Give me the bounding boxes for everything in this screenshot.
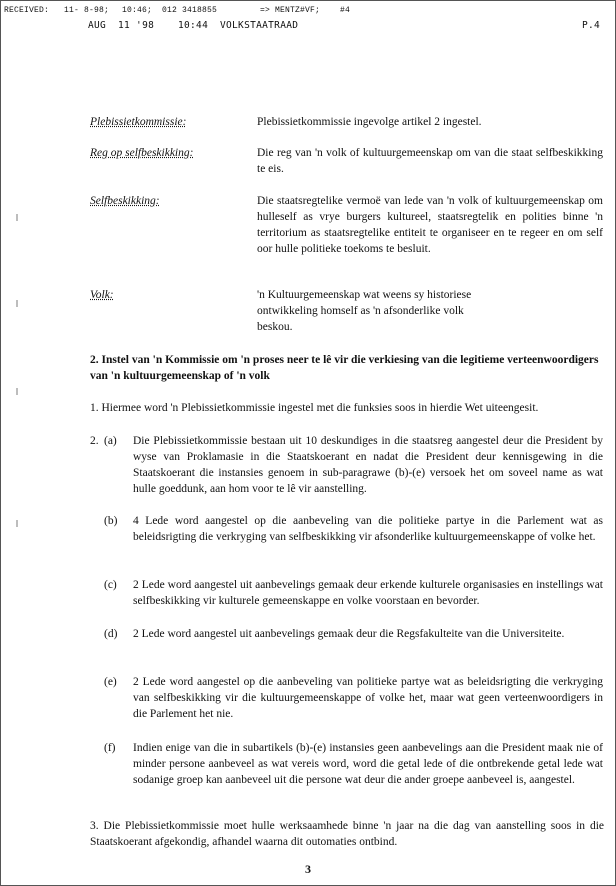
- subitem-label: (e): [104, 676, 117, 688]
- fax-sender: => MENTZ#VF;: [260, 6, 321, 15]
- subitem-label: (b): [104, 515, 118, 527]
- fax-time: 10:46;: [122, 6, 153, 15]
- section-heading: 2. Instel van 'n Kommissie om 'n proses neer te lê vir die verkiesing van die legitieme verteenwoordigers van 'n kultuurgemeenskap of 'n volk: [90, 354, 599, 382]
- header-month: AUG: [88, 20, 107, 31]
- header-page: P.4: [582, 20, 601, 31]
- subitem-label: (d): [104, 628, 118, 640]
- margin-speck: [16, 300, 18, 307]
- margin-speck: [16, 388, 18, 395]
- definition-text: Die reg van 'n volk of kultuurgemeenskap om van die staat selfbeskikking te eis.: [257, 147, 603, 175]
- fax-date: 11- 8-98;: [64, 6, 110, 15]
- definition-term: Selfbeskikking:: [90, 195, 160, 207]
- fax-received-label: RECEIVED:: [4, 6, 50, 15]
- margin-speck: [16, 520, 18, 527]
- header-sender: VOLKSTAATRAAD: [220, 20, 299, 31]
- definition-text: Plebissietkommissie ingevolge artikel 2 ingestel.: [257, 116, 482, 128]
- margin-speck: [16, 214, 18, 221]
- subitem-label: (c): [104, 579, 117, 591]
- definition-term: Plebissietkommissie:: [90, 116, 187, 128]
- definition-term: Reg op selfbeskikking:: [90, 147, 194, 159]
- paragraph-1: 1. Hiermee word 'n Plebissietkommissie ingestel met die funksies soos in hierdie Wet uiteengesit.: [90, 402, 539, 414]
- subitem-text: 2 Lede word aangestel uit aanbevelings gemaak deur erkende kulturele organisasies en instellings wat selfbeskikking vir kulturele gemeenskappe en volke voorstaan en bevorder.: [133, 579, 603, 607]
- definition-text: Die staatsregtelike vermoë van lede van 'n volk of kultuurgemeenskap om hulleself as vrye burgers kultureel, staatsregtelik en polities binne 'n territorium as staatsregtelike entiteit te organiseer en te regeer en om self oor hulle politieke toekoms te besluit.: [257, 195, 603, 255]
- definition-text: 'n Kultuurgemeenskap wat weens sy historiese ontwikkeling homself as 'n afsonderlike volk beskou.: [257, 289, 472, 333]
- page-number: 3: [305, 862, 311, 876]
- subitem-text: 2 Lede word aangestel op die aanbeveling van politieke partye wat as beleidsrigting die verkryging van selfbeskikking vir die kultuurgemeenskappe of volke het, maar wat geen verteenwoordigers in die Parlement het nie.: [133, 676, 603, 720]
- paragraph-2-number: 2.: [90, 435, 99, 447]
- subitem-text: Indien enige van die in subartikels (b)-(e) instansies geen aanbevelings aan die President maak nie of minder persone aanbeveel as wat vereis word, word die getal lede of die ontbrekende getal lede wat sodanige groep kan aanbeveel uit die persone wat deur die ander groepe aanbeveel is, aangestel.: [133, 742, 603, 786]
- subitem-text: 2 Lede word aangestel uit aanbevelings gemaak deur die Regsfakulteite van die Universiteite.: [133, 628, 565, 640]
- subitem-label: (f): [104, 742, 116, 754]
- fax-phone: 012 3418855: [162, 6, 218, 15]
- fax-page-ref: #4: [340, 6, 351, 15]
- definition-term: Volk:: [90, 289, 114, 301]
- paragraph-3: 3. Die Plebissietkommissie moet hulle werksaamhede binne 'n jaar na die dag van aanstelling soos in die Staatskoerant afgekondig, afhandel waarna dit outomaties ontbind.: [90, 820, 604, 848]
- subitem-text: 4 Lede word aangestel op die aanbeveling van die politieke partye in die Parlement wat as beleidsrigting die verkryging van selfbeskikking vir afsonderlike kultuurgemeenskappe of volke het.: [133, 515, 603, 543]
- subitem-text: Die Plebissietkommissie bestaan uit 10 deskundiges in die staatsreg aangestel deur die President by wyse van Proklamasie in die Staatskoerant en nadat die President deur kennisgewing in die Staatskoerant die instansies genoem in sub-paragrawe (b)-(e) versoek het om soveel name as wat hulle goeddunk, aan hom voor te lê vir aanstelling.: [133, 435, 603, 495]
- subitem-label: (a): [104, 435, 117, 447]
- header-time: 10:44: [178, 20, 209, 31]
- header-day-year: 11 '98: [118, 20, 155, 31]
- page-header: [0, 20, 616, 34]
